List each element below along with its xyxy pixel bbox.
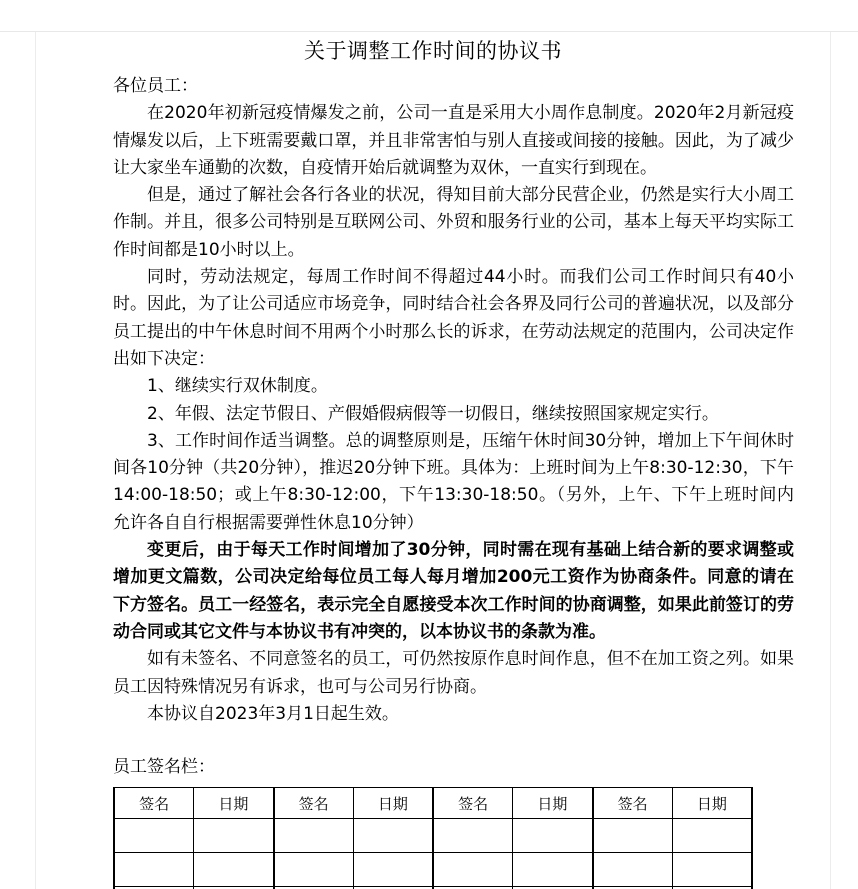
- table-row[interactable]: [114, 853, 752, 887]
- signature-table: [113, 787, 753, 889]
- table-header-cell: 签名: [593, 788, 673, 819]
- signature-cell[interactable]: [593, 853, 673, 887]
- date-cell[interactable]: [194, 819, 274, 853]
- signature-table-body: [114, 788, 752, 889]
- date-cell[interactable]: [513, 853, 593, 887]
- signature-cell[interactable]: [114, 853, 194, 887]
- page-right-edge: [830, 32, 831, 889]
- table-header-cell: 签名: [114, 788, 194, 819]
- table-header-row: [114, 788, 752, 819]
- signature-cell[interactable]: [274, 853, 354, 887]
- table-header-cell: 日期: [194, 788, 274, 819]
- document-body: [36, 73, 830, 889]
- date-cell[interactable]: [672, 819, 752, 853]
- date-cell[interactable]: [353, 853, 433, 887]
- paragraph-labor-law: 同时，劳动法规定，每周工作时间不得超过44小时。而我们公司工作时间只有40小时。因此，为了让公司适应市场竞争，同时结合社会各界及同行公司的普遍状况，以及部分员工提出的中午休息时间不用两个小时那么长的诉求，在劳动法规定的范围内，公司决定作出如下决定：: [113, 267, 794, 369]
- paragraph-background: 在2020年初新冠疫情爆发之前，公司一直是采用大小周作息制度。2020年2月新冠疫情爆发以后，上下班需要戴口罩，并且非常害怕与别人直接或间接的接触。因此，为了减少让大家坐车通勤的次数，自疫情开始后就调整为双休，一直实行到现在。: [113, 103, 794, 178]
- date-cell[interactable]: [194, 853, 274, 887]
- signature-cell[interactable]: [593, 819, 673, 853]
- paragraph-industry-context: 但是，通过了解社会各行各业的状况，得知目前大部分民营企业，仍然是实行大小周工作制。并且，很多公司特别是互联网公司、外贸和服务行业的公司，基本上每天平均实际工作时间都是10小时以上。: [113, 185, 794, 260]
- signature-cell[interactable]: [274, 819, 354, 853]
- decision-item-1: 1、继续实行双休制度。: [147, 376, 328, 397]
- signature-cell[interactable]: [114, 819, 194, 853]
- decision-item-3: 3、工作时间作适当调整。总的调整原则是，压缩午休时间30分钟，增加上下午间休时间各10分钟（共20分钟），推迟20分钟下班。具体为：上班时间为上午8:30-12:30，下午14:00-18:50；或上午8:30-12:00，下午13:30-18:50。（另外，上午、下午上班时间内允许各自自行根据需要弹性休息10分钟）: [113, 430, 794, 533]
- decision-item-2: 2、年假、法定节假日、产假婚假病假等一切假日，继续按照国家规定实行。: [147, 403, 719, 424]
- signature-cell[interactable]: [433, 853, 513, 887]
- document-title: 关于调整工作时间的协议书: [304, 39, 562, 63]
- document-page: [36, 32, 830, 889]
- paragraph-compensation-agreement: 变更后，由于每天工作时间增加了30分钟，同时需在现有基础上结合新的要求调整或增加更文篇数，公司决定给每位员工每人每月增加200元工资作为协商条件。同意的请在下方签名。员工一经签名，表示完全自愿接受本次工作时间的协商调整，如果此前签订的劳动合同或其它文件与本协议书有冲突的，以本协议书的条款为准。: [113, 540, 794, 642]
- table-row[interactable]: [114, 819, 752, 853]
- date-cell[interactable]: [672, 853, 752, 887]
- table-header-cell: 签名: [433, 788, 513, 819]
- table-header-cell: 日期: [353, 788, 433, 819]
- date-cell[interactable]: [353, 819, 433, 853]
- date-cell[interactable]: [513, 819, 593, 853]
- table-header-cell: 签名: [274, 788, 354, 819]
- salutation: 各位员工：: [113, 76, 198, 96]
- table-header-cell: 日期: [513, 788, 593, 819]
- signature-cell[interactable]: [433, 819, 513, 853]
- paragraph-effective-date: 本协议自2023年3月1日起生效。: [147, 703, 399, 724]
- table-header-cell: 日期: [672, 788, 752, 819]
- paragraph-opt-out: 如有未签名、不同意签名的员工，可仍然按原作息时间作息，但不在加工资之列。如果员工因特殊情况另有诉求，也可与公司另行协商。: [113, 649, 794, 697]
- signature-section-label: 员工签名栏：: [113, 757, 215, 778]
